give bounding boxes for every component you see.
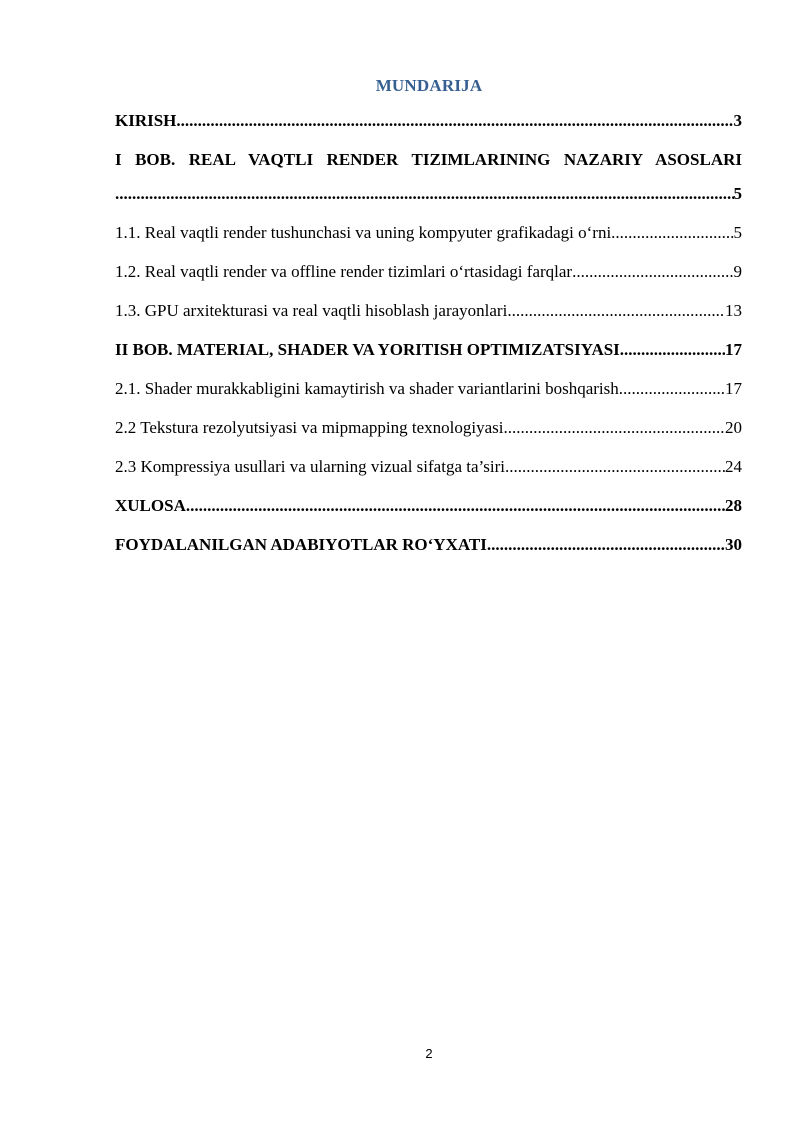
toc-leader-dots xyxy=(176,110,733,132)
toc-entry-label: 2.2 Tekstura rezolyutsiyasi va mipmapping texnologiyasi xyxy=(115,418,504,437)
toc-entry-label: 1.2. Real vaqtli render va offline render tizimlari o‘rtasidagi farqlar xyxy=(115,262,573,281)
toc-entry-label: 2.3 Kompressiya usullari va ularning vizual sifatga ta’siri xyxy=(115,457,505,476)
toc-entry-label: KIRISH xyxy=(115,111,177,130)
toc-leader-dots xyxy=(115,183,734,205)
toc-leader-dots xyxy=(186,495,725,517)
toc-leader-dots xyxy=(620,339,725,361)
toc-leader-dots xyxy=(487,534,725,556)
toc-entry-label: 1.1. Real vaqtli render tushunchasi va uning kompyuter grafikadagi o‘rni xyxy=(115,223,612,242)
toc-entry-xulosa[interactable] xyxy=(115,495,742,517)
toc-entry-page: 5 xyxy=(733,184,742,203)
toc-entry-chapter-1-label[interactable]: I BOB. REAL VAQTLI RENDER TIZIMLARINING NAZARIY ASOSLARI xyxy=(115,150,742,169)
toc-leader-dots xyxy=(505,456,725,478)
toc-entry-chapter-2[interactable] xyxy=(115,339,742,361)
toc-leader-dots xyxy=(611,222,733,244)
toc-entry-page: 20 xyxy=(725,418,742,437)
toc-entry-label: FOYDALANILGAN ADABIYOTLAR RO‘YXATI xyxy=(115,535,487,554)
toc-entry-label: II BOB. MATERIAL, SHADER VA YORITISH OPTIMIZATSIYASI xyxy=(115,340,620,359)
toc-entry-page: 17 xyxy=(725,379,742,398)
toc-entry-page: 3 xyxy=(733,111,742,130)
toc-entry-page: 17 xyxy=(725,340,742,359)
toc-entry-label: 2.1. Shader murakkabligini kamaytirish va shader variantlarini boshqarish xyxy=(115,379,619,398)
toc-entry-page: 24 xyxy=(725,457,742,476)
toc-entry-page: 30 xyxy=(725,535,742,554)
toc-entry-label: XULOSA xyxy=(115,496,186,515)
toc-entry-label: 1.3. GPU arxitekturasi va real vaqtli hisoblash jarayonlari xyxy=(115,301,508,320)
toc-leader-dots xyxy=(572,261,733,283)
toc-entry-1-2[interactable] xyxy=(115,261,742,283)
toc-entry-bibliography[interactable] xyxy=(115,534,742,556)
toc-entry-page: 5 xyxy=(733,223,742,242)
toc-leader-dots xyxy=(504,417,726,439)
toc-entry-page: 28 xyxy=(725,496,742,515)
toc-entry-2-3[interactable] xyxy=(115,456,742,478)
page-title: MUNDARIJA xyxy=(375,76,483,95)
page-number: 2 xyxy=(425,1046,433,1061)
toc-leader-dots xyxy=(619,378,725,400)
toc-entry-chapter-1[interactable] xyxy=(115,183,742,205)
toc-leader-dots xyxy=(507,300,725,322)
toc-entry-kirish[interactable] xyxy=(115,110,742,132)
toc-entry-1-3[interactable] xyxy=(115,300,742,322)
toc-entry-2-1[interactable] xyxy=(115,378,742,400)
toc-entry-page: 9 xyxy=(733,262,742,281)
toc-entry-page: 13 xyxy=(725,301,742,320)
toc-entry-1-1[interactable] xyxy=(115,222,742,244)
toc-entry-2-2[interactable] xyxy=(115,417,742,439)
